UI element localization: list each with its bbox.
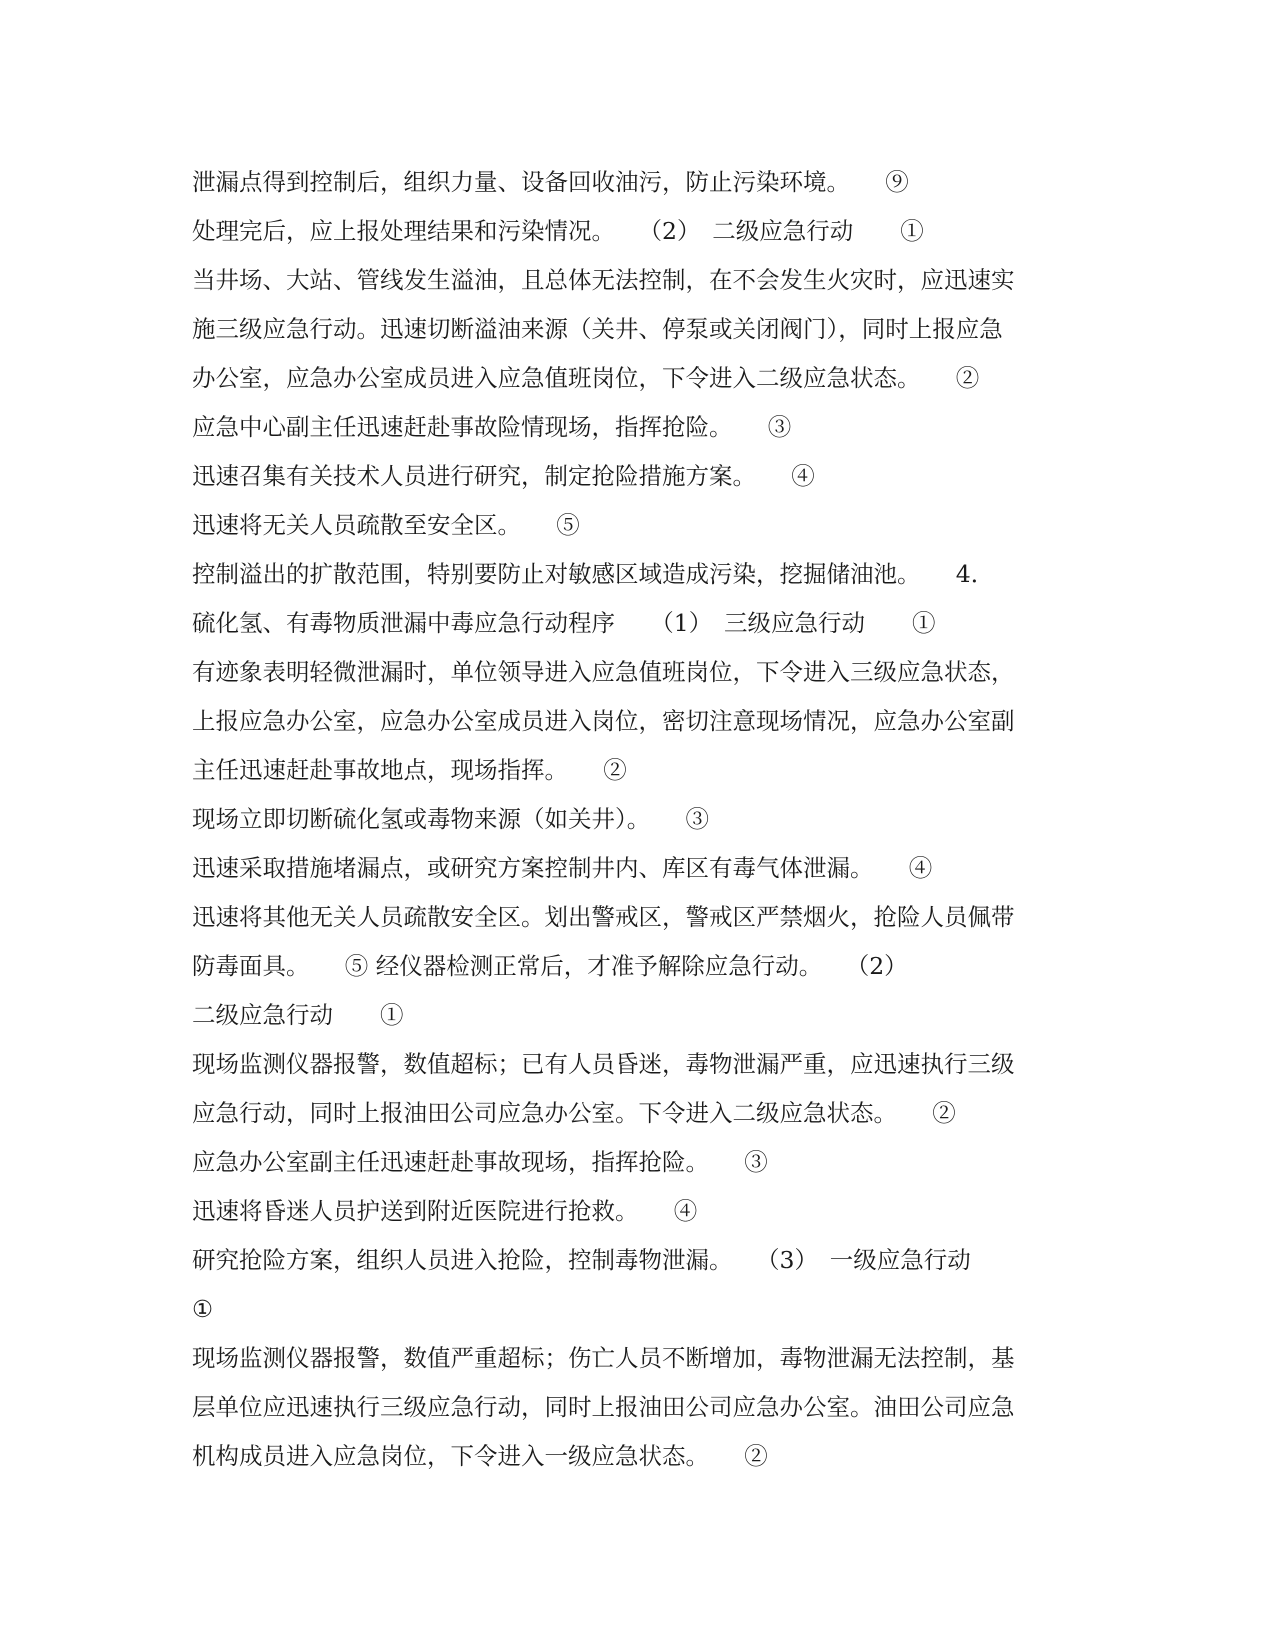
text-line: 层单位应迅速执行三级应急行动，同时上报油田公司应急办公室。油田公司应急 (192, 1393, 1015, 1421)
text-line: 办公室，应急办公室成员进入应急值班岗位，下令进入二级应急状态。 ② (192, 364, 980, 392)
text-line: 有迹象表明轻微泄漏时，单位领导进入应急值班岗位，下令进入三级应急状态， (192, 658, 1015, 686)
text-line: 现场监测仪器报警，数值严重超标；伤亡人员不断增加，毒物泄漏无法控制，基 (192, 1344, 1015, 1372)
text-line: 主任迅速赶赴事故地点，现场指挥。 ② (192, 756, 627, 784)
text-line: 迅速将无关人员疏散至安全区。 ⑤ (192, 511, 580, 539)
document-body (192, 158, 1072, 1481)
text-line: 现场立即切断硫化氢或毒物来源（如关井）。 ③ (192, 805, 709, 833)
text-line: 施三级应急行动。迅速切断溢油来源（关井、停泵或关闭阀门），同时上报应急 (192, 315, 1003, 343)
text-line: 控制溢出的扩散范围，特别要防止对敏感区域造成污染，挖掘储油池。 4． (192, 560, 995, 588)
text-line: 迅速将其他无关人员疏散安全区。划出警戒区，警戒区严禁烟火，抢险人员佩带 (192, 903, 1015, 931)
text-line: 迅速召集有关技术人员进行研究，制定抢险措施方案。 ④ (192, 462, 815, 490)
text-line: 上报应急办公室，应急办公室成员进入岗位，密切注意现场情况，应急办公室副 (192, 707, 1015, 735)
text-line: 机构成员进入应急岗位，下令进入一级应急状态。 ② (192, 1442, 768, 1470)
text-line: 现场监测仪器报警，数值超标；已有人员昏迷，毒物泄漏严重，应迅速执行三级 (192, 1050, 1015, 1078)
text-line: 迅速采取措施堵漏点，或研究方案控制井内、库区有毒气体泄漏。 ④ (192, 854, 933, 882)
text-line: 当井场、大站、管线发生溢油，且总体无法控制，在不会发生火灾时，应迅速实 (192, 266, 1015, 294)
text-line: 应急中心副主任迅速赶赴事故险情现场，指挥抢险。 ③ (192, 413, 792, 441)
text-line: 二级应急行动 ① (192, 1001, 404, 1029)
text-line: 防毒面具。 ⑤ 经仪器检测正常后，才准予解除应急行动。 （2） (192, 952, 908, 980)
text-line: 泄漏点得到控制后，组织力量、设备回收油污，防止污染环境。 ⑨ (192, 168, 909, 196)
text-line: 应急行动，同时上报油田公司应急办公室。下令进入二级应急状态。 ② (192, 1099, 956, 1127)
text-line: ① (192, 1295, 214, 1323)
text-line: 研究抢险方案，组织人员进入抢险，控制毒物泄漏。 （3） 一级应急行动 (192, 1246, 971, 1274)
text-line: 迅速将昏迷人员护送到附近医院进行抢救。 ④ (192, 1197, 698, 1225)
text-line: 硫化氢、有毒物质泄漏中毒应急行动程序 （1） 三级应急行动 ① (192, 609, 936, 637)
text-line: 处理完后，应上报处理结果和污染情况。 （2） 二级应急行动 ① (192, 217, 924, 245)
text-line: 应急办公室副主任迅速赶赴事故现场，指挥抢险。 ③ (192, 1148, 768, 1176)
